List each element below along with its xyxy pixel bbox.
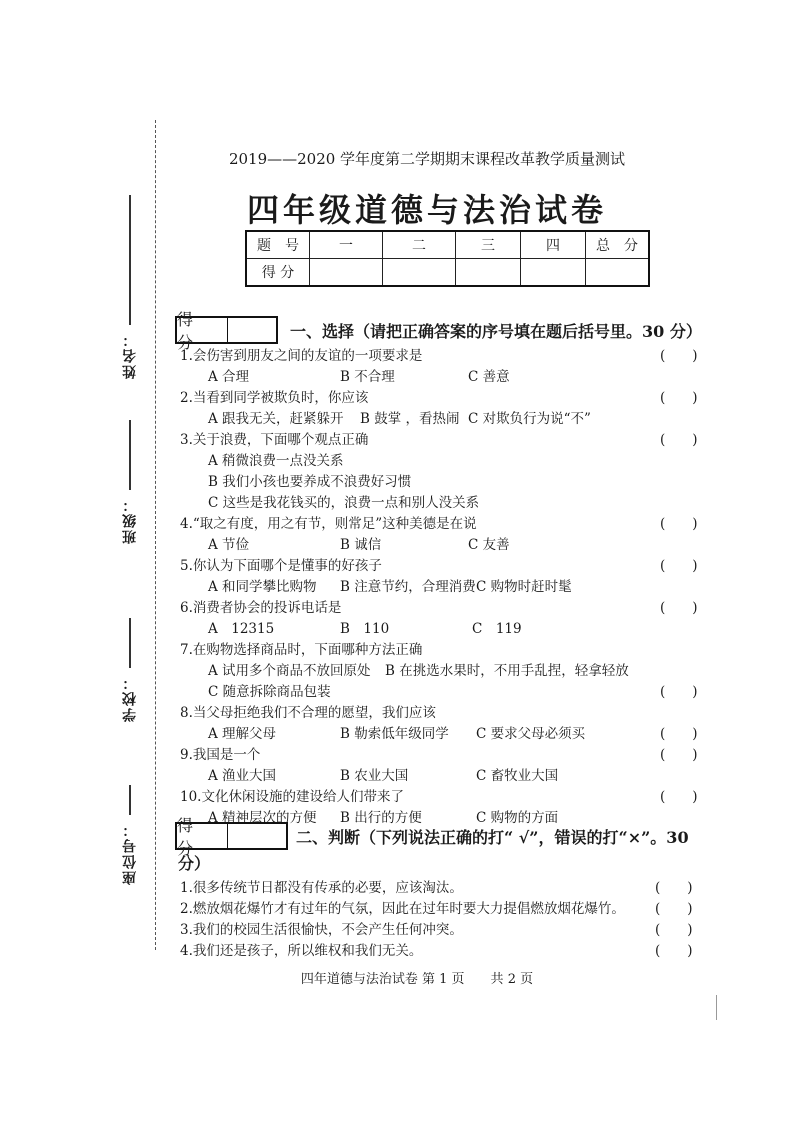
option: B 鼓掌 ，看热闹 [360, 411, 460, 427]
option: A 理解父母 [208, 726, 277, 742]
section2-title-cont: 分） [178, 854, 211, 873]
option: A 稍微浪费一点没关系 [208, 453, 344, 469]
answer-paren[interactable]: ( ) [660, 432, 698, 448]
answer-paren[interactable]: ( ) [660, 516, 698, 532]
option: B 农业大国 [340, 768, 409, 784]
option: C 119 [472, 621, 522, 637]
option: C 这些是我花钱买的，浪费一点和别人没关系 [208, 495, 480, 511]
option: A 跟我无关，赶紧躲开 [208, 411, 344, 427]
answer-paren[interactable]: ( ) [655, 922, 693, 938]
question-5: 5.你认为下面哪个是懂事的好孩子 [180, 558, 382, 574]
option: C 友善 [468, 537, 510, 553]
score-table-header-cell: 一 [310, 231, 383, 259]
score-table-score-row [246, 259, 649, 287]
score-table-row-label: 得 分 [246, 259, 310, 287]
option: B 我们小孩也要养成不浪费好习惯 [208, 474, 412, 490]
judge-item-1: 1.很多传统节日都没有传承的必要，应该淘汰。 [180, 880, 463, 896]
score-cell[interactable] [586, 259, 650, 287]
section1-title: 一、选择（请把正确答案的序号填在题后括号里。30 分） [290, 321, 702, 341]
section2-title: 二、判断（下列说法正确的打“ √”，错误的打“×”。30 [296, 827, 689, 847]
option: A 合理 [208, 369, 250, 385]
score-table-header-cell: 三 [456, 231, 521, 259]
answer-paren[interactable]: ( ) [660, 390, 698, 406]
score-cell[interactable] [310, 259, 383, 287]
option: B 注意节约，合理消费 [340, 579, 476, 595]
edge-line [716, 995, 717, 1020]
question-2: 2.当看到同学被欺负时，你应该 [180, 390, 369, 406]
score-cell[interactable] [521, 259, 586, 287]
question-9: 9.我国是一个 [180, 747, 261, 763]
answer-paren[interactable]: ( ) [660, 684, 698, 700]
question-3: 3.关于浪费，下面哪个观点正确 [180, 432, 369, 448]
score-cell[interactable] [383, 259, 456, 287]
score-table-header-cell: 四 [521, 231, 586, 259]
option: B 诚信 [340, 537, 382, 553]
score-table-header-cell: 二 [383, 231, 456, 259]
name-label: 姓名： [122, 331, 138, 379]
judge-item-2: 2.燃放烟花爆竹才有过年的气氛，因此在过年时要大力提倡燃放烟花爆竹。 [180, 901, 625, 917]
option: B 勒索低年级同学 [340, 726, 449, 742]
question-1: 1.会伤害到朋友之间的友谊的一项要求是 [180, 348, 423, 364]
judge-item-3: 3.我们的校园生活很愉快，不会产生任何冲突。 [180, 922, 463, 938]
answer-paren[interactable]: ( ) [660, 600, 698, 616]
school-label: 学校： [122, 674, 138, 722]
section1-header [175, 310, 702, 352]
answer-paren[interactable]: ( ) [660, 747, 698, 763]
question-7: 7.在购物选择商品时，下面哪种方法正确 [180, 642, 423, 658]
answer-paren[interactable]: ( ) [660, 789, 698, 805]
section1-score-box [175, 310, 278, 352]
option: B 出行的方便 [340, 810, 422, 826]
side-label-seat [110, 785, 150, 891]
score-box-label: 得 分 [177, 824, 228, 848]
side-label-school [110, 618, 150, 728]
answer-paren[interactable]: ( ) [660, 726, 698, 742]
side-label-class [110, 420, 150, 550]
option: C 购物的方面 [476, 810, 559, 826]
seat-label: 座位号： [122, 821, 138, 885]
answer-paren[interactable]: ( ) [660, 558, 698, 574]
option: A 12315 [208, 621, 275, 637]
answer-paren[interactable]: ( ) [655, 880, 693, 896]
score-box-label: 得 分 [177, 318, 228, 342]
option: C 畜牧业大国 [476, 768, 559, 784]
question-4: 4.“取之有度，用之有节，则常足”这种美德是在说 [180, 516, 477, 532]
option: A 渔业大国 [208, 768, 277, 784]
option: C 要求父母必须买 [476, 726, 586, 742]
score-table-header-row [246, 231, 649, 259]
option: C 善意 [468, 369, 510, 385]
score-table-header-cell: 总 分 [586, 231, 650, 259]
score-table-header-cell: 题 号 [246, 231, 310, 259]
question-6: 6.消费者协会的投诉电话是 [180, 600, 342, 616]
option: C 购物时赶时髦 [476, 579, 572, 595]
page-footer: 四年道德与法治试卷 第 1 页 共 2 页 [300, 972, 534, 987]
option: A 和同学攀比购物 [208, 579, 317, 595]
option: C 随意拆除商品包装 [208, 684, 331, 700]
option: B 110 [340, 621, 390, 637]
question-8: 8.当父母拒绝我们不合理的愿望，我们应该 [180, 705, 436, 721]
score-table [245, 230, 650, 287]
section2-score-box [175, 816, 288, 858]
score-cell[interactable] [456, 259, 521, 287]
option: C 对欺负行为说“不” [468, 411, 591, 427]
score-box-blank[interactable] [228, 824, 286, 848]
exam-title: 四年级道德与法治试卷 [246, 191, 607, 229]
question-10: 10.文化休闲设施的建设给人们带来了 [180, 789, 404, 805]
answer-paren[interactable]: ( ) [655, 901, 693, 917]
option: A 精神层次的方便 [208, 810, 317, 826]
answer-paren[interactable]: ( ) [660, 348, 698, 364]
judge-item-4: 4.我们还是孩子，所以维权和我们无关。 [180, 943, 423, 959]
binding-dashed-line [155, 120, 156, 950]
class-label: 班级： [122, 496, 138, 544]
option: B 不合理 [340, 369, 395, 385]
score-box-blank[interactable] [228, 318, 276, 342]
option: B 在挑选水果时，不用手乱捏，轻拿轻放 [385, 663, 629, 679]
exam-subtitle: 2019——2020 学年度第二学期期末课程改革教学质量测试 [228, 150, 626, 168]
option: A 节俭 [208, 537, 250, 553]
answer-paren[interactable]: ( ) [655, 943, 693, 959]
option: A 试用多个商品不放回原处 [208, 663, 371, 679]
